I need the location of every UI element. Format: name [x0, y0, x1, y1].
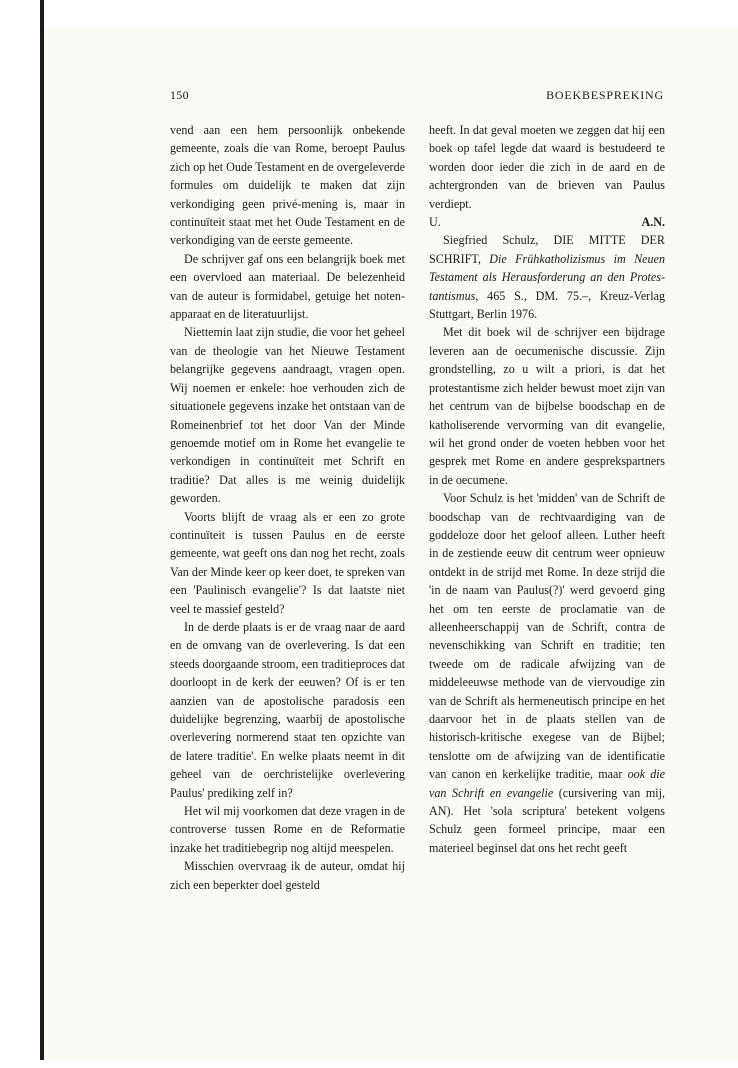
- review-signature: [429, 213, 665, 231]
- paragraph: De schrijver gaf ons een belangrijk boek met een overvloed aan materiaal. De belezenheid van de auteur is formidabel, getuige het noten-apparaat en de literatuurlijst.: [170, 251, 405, 322]
- left-column: [170, 121, 405, 894]
- paragraph: Misschien overvraag ik de auteur, omdat hij zich een beperkter doel gesteld: [170, 859, 405, 892]
- section-title: BOEKBESPREKING: [546, 88, 664, 102]
- scan-margin-top: [0, 0, 738, 28]
- paragraph: [429, 489, 665, 857]
- bib-author-title: Siegfried Schulz, DIE MITTE DER SCHRIFT,: [429, 233, 665, 266]
- scan-margin-bottom: [0, 1060, 738, 1068]
- paragraph-text: (cursivering van mij, AN). Het 'sola scriptura' betekent volgens Schulz geen formeel principe, maar een materieel beginsel dat ons het recht geeft: [429, 785, 665, 855]
- running-header: [170, 88, 664, 104]
- page-number: 150: [170, 88, 189, 102]
- right-column: [429, 121, 665, 857]
- paragraph: vend aan een hem persoonlijk onbekende gemeente, zoals die van Rome, beroept Paulus zich op het Oude Testament en de overgeleverde formules om duidelijk te maken dat zijn verkondiging geen privé-mening is, maar in continuïteit staat met het Oude Testament en de verkondiging van de eerste gemeente.: [170, 123, 405, 248]
- bib-subtitle: Die Frühkatholizismus im Neuen Testament als Herausforderung an den Protestantismus,: [429, 251, 665, 303]
- review-closing-paragraph: heeft. In dat geval moeten we zeggen dat hij een boek op tafel legde dat waard is bestudeerd te worden door ieder die zich in de aard en de achtergronden van de brieven van Paulus verdiept.: [429, 123, 665, 211]
- scan-margin-left: [0, 0, 44, 1068]
- paragraph: In de derde plaats is er de vraag naar de aard en de omvang van de overlevering. Is dat een steeds doorgaande stroom, een traditieproces dat doorloopt in de kerk der eeuwen? Of is er ten aanzien van de apostolische paradosis een duidelijke begrenzing, waarbij de apostolische overlevering normerend staat ten opzichte van de latere traditie'. En welke plaats neemt in dit geheel van de oerchristelijke overlevering Paulus' prediking zelf in?: [170, 619, 405, 800]
- paragraph: Voorts blijft de vraag als er een zo grote continuïteit is tussen Paulus en de eerste gemeente, wat geeft ons dan nog het recht, zoals Van der Minde keer op keer doet, te spreken van een 'Paulinisch evangelie'? Is dat laatste niet veel te massief gesteld?: [170, 509, 405, 616]
- signature-place: U.: [429, 215, 441, 230]
- paragraph: Met dit boek wil de schrijver een bijdrage leveren aan de oecumenische discussie. Zijn grondstelling, zo u wilt a priori, is dat het protestantisme zich helder bewust moet zijn van het centrum van de bijbelse boodschap en de katholiserende vervorming van dit evangelie, wil het grond onder de voeten hebben voor het gesprek met Rome en andere gesprekspartners in de oecumene.: [429, 325, 665, 487]
- paragraph: Het wil mij voorkomen dat deze vragen in de controverse tussen Rome en de Reformatie inzake het traditiebegrip nog altijd meespelen.: [170, 804, 405, 855]
- paragraph-italic-text: ook die van Schrift en evangelie: [429, 767, 666, 800]
- paragraph-text: Voor Schulz is het 'midden' van de Schrift de boodschap van de rechtvaardiging van de goddeloze door het geloof alleen. Luther heeft in de zestiende eeuw dit centrum weer opnieuw ontdekt in de strijd met Rome. In deze strijd die 'in de naam van Paulus(?)' werd gevoerd ging het om ten eerste de proclamatie van de alleenheerschappij van de Schrift, contra de nevenschikking van Schrift en traditie; ten tweede om de radicale afwijzing van de middeleeuwse methode van de viervoudige zin van de Schrift als hermeneutisch principe en het daarvoor het in de plaats stellen van de historisch-kritische exegese van de Bijbel; tenslotte om de afwijzing van de identificatie van canon en kerkelijke traditie, maar: [429, 491, 665, 782]
- bibliographic-entry: [429, 231, 665, 323]
- paragraph: Niettemin laat zijn studie, die voor het geheel van de theologie van het Nieuwe Testament belangrijke gegevens aandraagt, vragen open. Wij noemen er enkele: hoe verhouden zich de situationele gegevens inzake het ontstaan van de Romeinenbrief tot het door Van der Minde genoemde motief om in Rome het evangelie te verkondigen in continuïteit met Schrift en traditie? Dat alles is me weinig duidelijk geworden.: [170, 325, 405, 506]
- signature-initials: A.N.: [641, 215, 665, 230]
- bib-details: 465 S., DM. 75.–, Kreuz-Verlag Stuttgart, Berlin 1976.: [429, 288, 665, 322]
